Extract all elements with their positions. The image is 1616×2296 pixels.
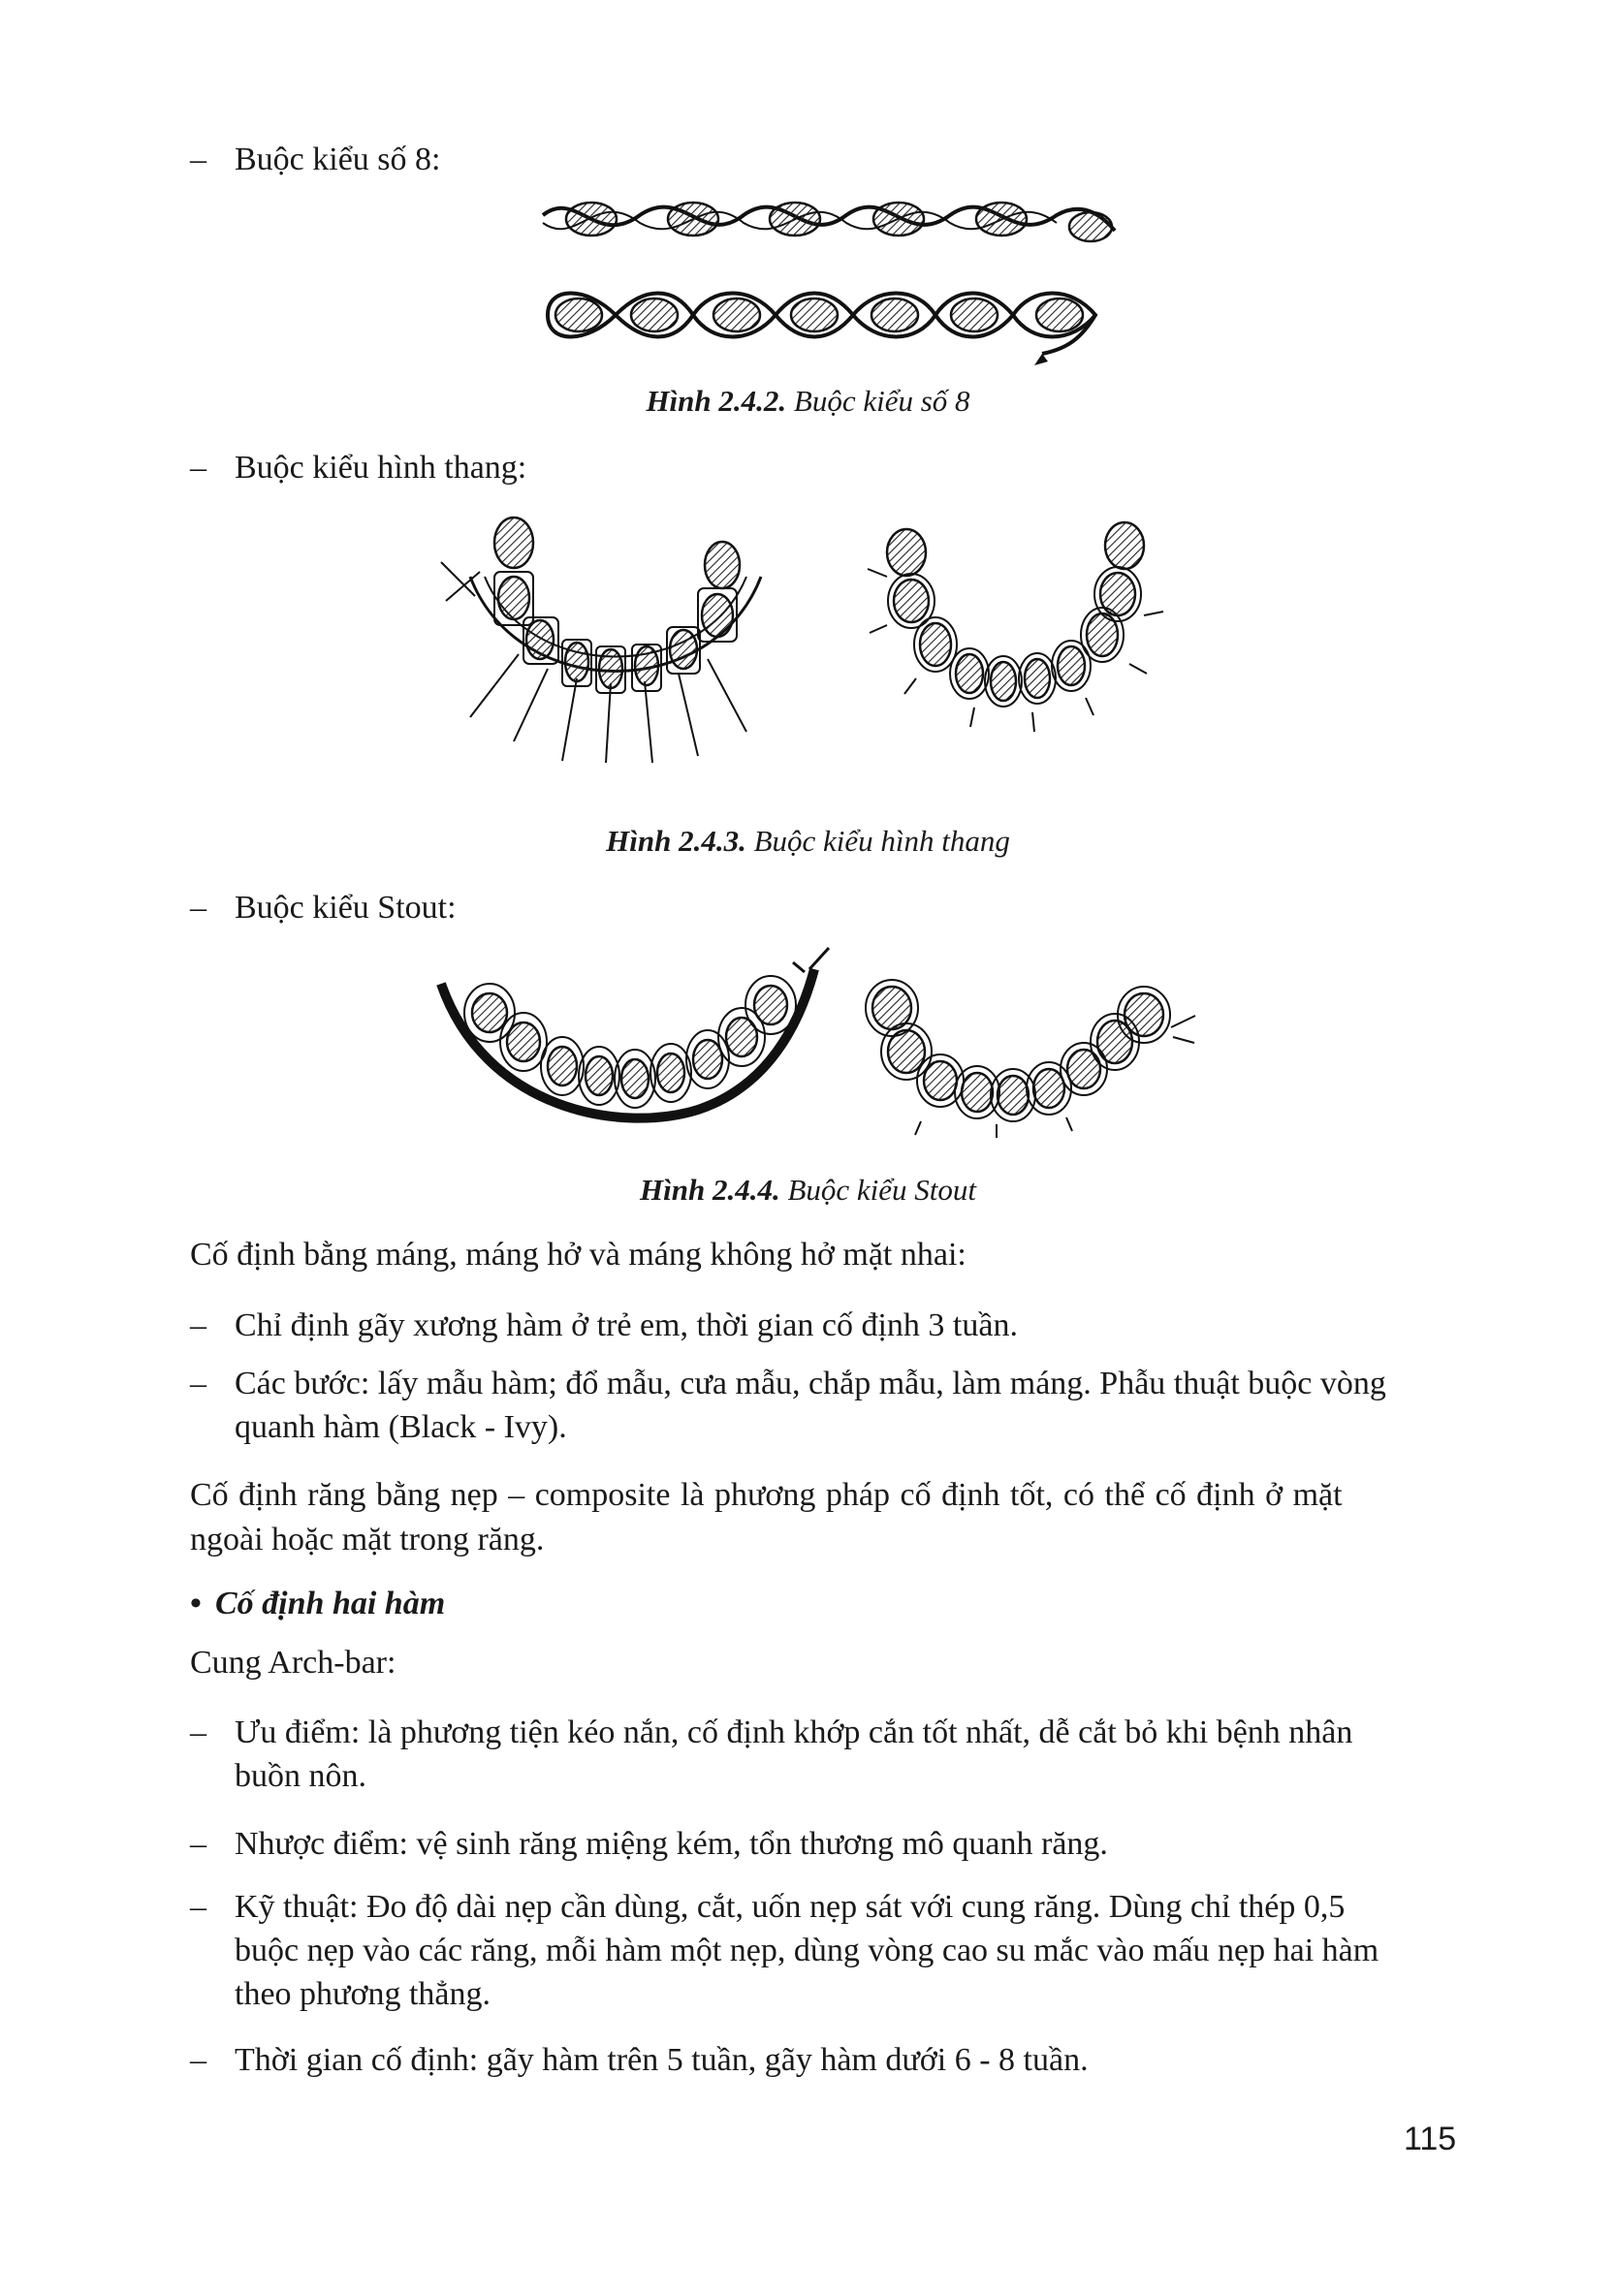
list-item-continuation: quanh hàm (Black - Ivy). xyxy=(235,1409,567,1445)
caption-text: Buộc kiểu Stout xyxy=(779,1173,977,1207)
bullet-stout: Buộc kiểu Stout: xyxy=(235,890,457,926)
list-item: Chỉ định gãy xương hàm ở trẻ em, thời gian cố định 3 tuần. xyxy=(235,1307,1018,1343)
paragraph-continuation: ngoài hoặc mặt trong răng. xyxy=(190,1522,545,1557)
list-dash: – xyxy=(190,142,206,177)
paragraph: Cố định răng bằng nẹp – composite là phương pháp cố định tốt, có thể cố định ở mặt xyxy=(190,1477,1343,1513)
caption-number: Hình 2.4.3. xyxy=(606,824,746,858)
figure-stout-wiring xyxy=(427,945,1231,1158)
list-item-continuation: buồn nôn. xyxy=(235,1758,366,1794)
list-dash: – xyxy=(190,450,206,486)
figure-caption xyxy=(0,1173,1616,1208)
list-item: Các bước: lấy mẫu hàm; đổ mẫu, cưa mẫu, chắp mẫu, làm máng. Phẫu thuật buộc vòng xyxy=(235,1366,1386,1401)
list-dash: – xyxy=(190,1307,206,1343)
caption-number: Hình 2.4.4. xyxy=(639,1173,780,1207)
figure-caption xyxy=(0,384,1616,419)
bullet-figure-eight: Buộc kiểu số 8: xyxy=(235,142,441,177)
list-dash: – xyxy=(190,1826,206,1862)
paragraph: Cung Arch-bar: xyxy=(190,1645,396,1681)
paragraph: Cố định bằng máng, máng hở và máng không hở mặt nhai: xyxy=(190,1237,966,1273)
caption-text: Buộc kiểu hình thang xyxy=(745,824,1010,858)
list-dash: – xyxy=(190,1714,206,1750)
list-item-continuation: buộc nẹp vào các răng, mỗi hàm một nẹp, dùng vòng cao su mắc vào mấu nẹp hai hàm xyxy=(235,1933,1379,1968)
section-heading: Cố định hai hàm xyxy=(215,1586,446,1621)
figure-caption xyxy=(0,824,1616,859)
caption-number: Hình 2.4.2. xyxy=(646,384,787,418)
list-dash: – xyxy=(190,1889,206,1925)
bullet-trapezoid: Buộc kiểu hình thang: xyxy=(235,450,527,486)
list-dash: – xyxy=(190,1366,206,1401)
list-item-continuation: theo phương thẳng. xyxy=(235,1976,491,2012)
list-item: Kỹ thuật: Đo độ dài nẹp cần dùng, cắt, uốn nẹp sát với cung răng. Dùng chỉ thép 0,5 xyxy=(235,1889,1346,1925)
list-item: Nhược điểm: vệ sinh răng miệng kém, tổn thương mô quanh răng. xyxy=(235,1826,1108,1862)
list-item: Ưu điểm: là phương tiện kéo nắn, cố định khớp cắn tốt nhất, dễ cắt bỏ khi bệnh nhân xyxy=(235,1714,1353,1750)
page-number: 115 xyxy=(1404,2121,1457,2157)
list-dash: – xyxy=(190,890,206,926)
list-dash: – xyxy=(190,2042,206,2078)
list-item: Thời gian cố định: gãy hàm trên 5 tuần, gãy hàm dưới 6 - 8 tuần. xyxy=(235,2042,1089,2078)
figure-trapezoid-wiring xyxy=(431,509,1188,771)
figure-figure-eight-wiring xyxy=(538,194,1120,378)
caption-text: Buộc kiểu số 8 xyxy=(786,384,970,418)
heading-bullet: • xyxy=(190,1586,202,1621)
